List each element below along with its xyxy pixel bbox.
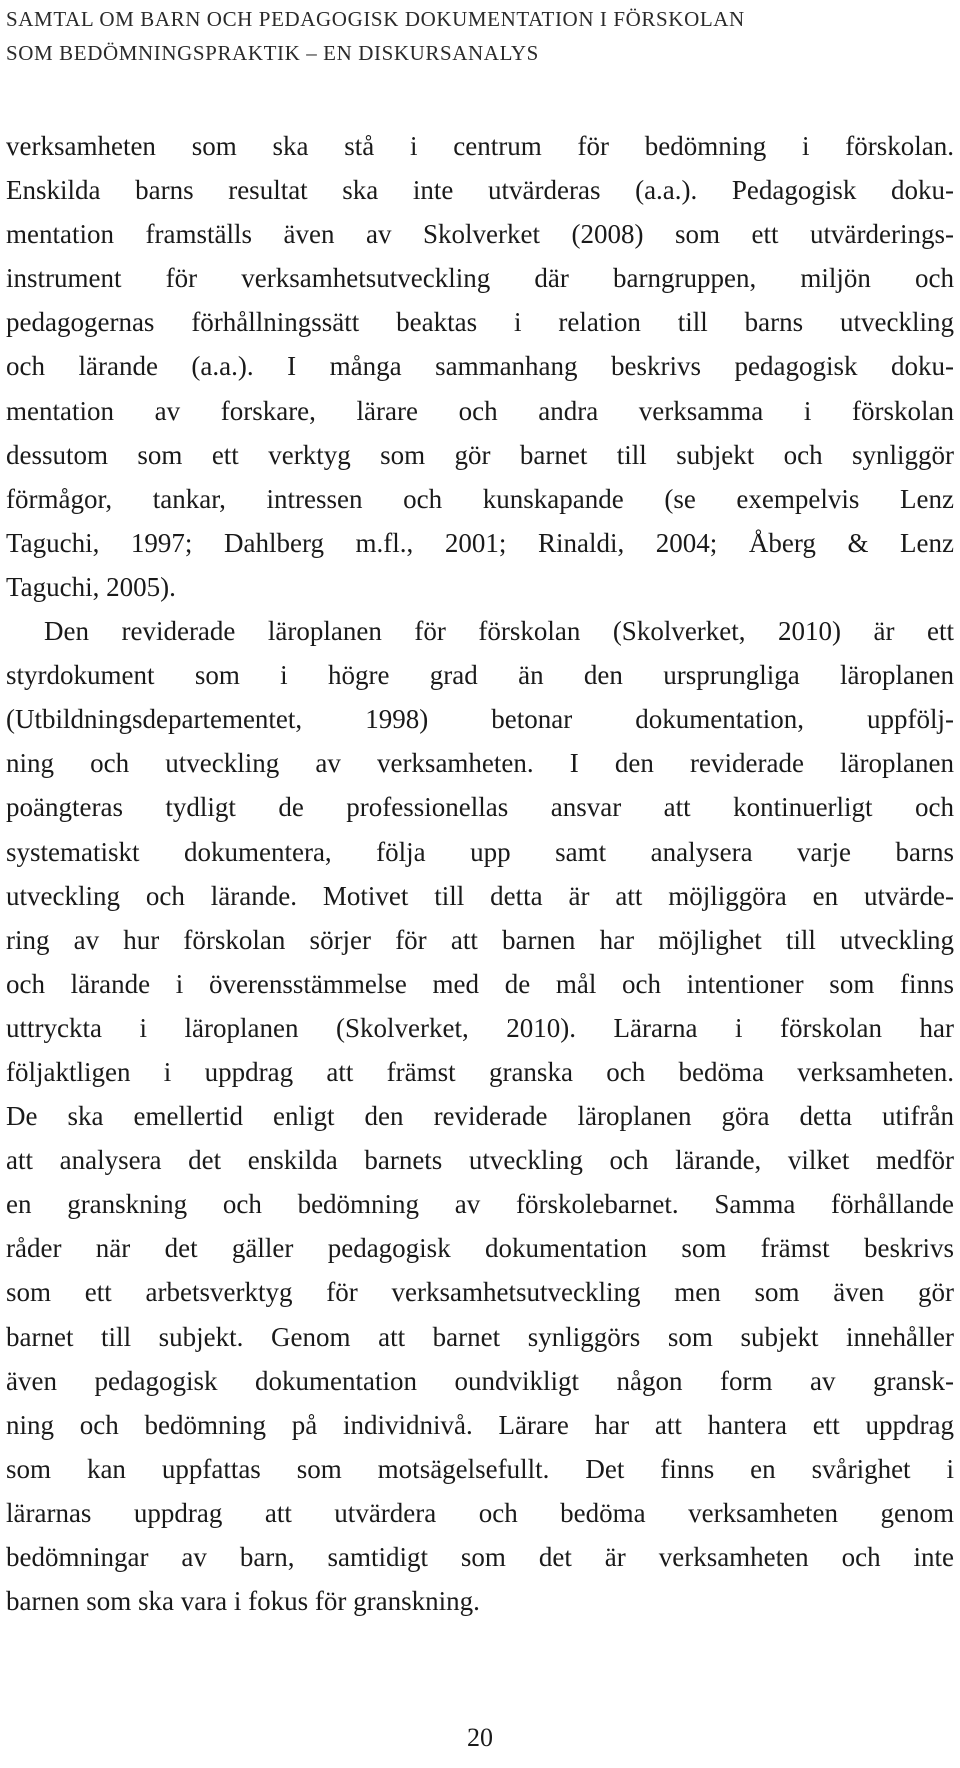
text-line: De ska emellertid enligt den reviderade läroplanen göra detta utifrån: [6, 1101, 954, 1132]
text-line: Enskilda barns resultat ska inte utvärderas (a.a.). Pedagogisk doku-: [6, 175, 954, 206]
text-line: mentation av forskare, lärare och andra verksamma i förskolan: [6, 395, 954, 426]
text-line: barnet till subjekt. Genom att barnet synliggörs som subjekt innehåller: [6, 1321, 954, 1352]
text-line: (Utbildningsdepartementet, 1998) betonar dokumentation, uppfölj-: [6, 704, 954, 735]
text-line: att analysera det enskilda barnets utveckling och lärande, vilket medför: [6, 1145, 954, 1176]
text-line: systematiskt dokumentera, följa upp samt analysera varje barns: [6, 836, 954, 867]
text-line: som ett arbetsverktyg för verksamhetsutveckling men som även gör: [6, 1277, 954, 1308]
text-line: förmågor, tankar, intressen och kunskapande (se exempelvis Lenz: [6, 483, 954, 514]
text-line: följaktligen i uppdrag att främst granska och bedöma verksamheten.: [6, 1056, 954, 1087]
text-line: som kan uppfattas som motsägelsefullt. Det finns en svårighet i: [6, 1453, 954, 1484]
text-line: och lärande i överensstämmelse med de mål och intentioner som finns: [6, 968, 954, 999]
text-line: mentation framställs även av Skolverket (2008) som ett utvärderings-: [6, 219, 954, 250]
text-line: ning och utveckling av verksamheten. I den reviderade läroplanen: [6, 748, 954, 779]
text-line: en granskning och bedömning av förskolebarnet. Samma förhållande: [6, 1189, 954, 1220]
text-line: Taguchi, 2005).: [6, 571, 176, 602]
text-line: lärarnas uppdrag att utvärdera och bedöma verksamheten genom: [6, 1497, 954, 1528]
text-line: Den reviderade läroplanen för förskolan (Skolverket, 2010) är ett: [44, 616, 954, 647]
page-number: 20: [467, 1723, 493, 1752]
header-title-line-1: SAMTAL OM BARN OCH PEDAGOGISK DOKUMENTATION I FÖRSKOLAN: [6, 7, 745, 31]
text-line: även pedagogisk dokumentation oundvikligt någon form av gransk-: [6, 1365, 954, 1396]
text-line: ning och bedömning på individnivå. Lärare har att hantera ett uppdrag: [6, 1409, 954, 1440]
body-text: [6, 124, 954, 1623]
running-header: [6, 2, 954, 70]
text-line: styrdokument som i högre grad än den ursprungliga läroplanen: [6, 660, 954, 691]
text-line: barnen som ska vara i fokus för granskning.: [6, 1586, 480, 1617]
header-title-line-2: SOM BEDÖMNINGSPRAKTIK – EN DISKURSANALYS: [6, 41, 539, 65]
text-line: bedömningar av barn, samtidigt som det är verksamheten och inte: [6, 1542, 954, 1572]
text-line: utveckling och lärande. Motivet till detta är att möjliggöra en utvärde-: [6, 880, 954, 911]
text-line: Taguchi, 1997; Dahlberg m.fl., 2001; Rinaldi, 2004; Åberg & Lenz: [6, 527, 954, 558]
text-line: uttryckta i läroplanen (Skolverket, 2010). Lärarna i förskolan har: [6, 1012, 954, 1043]
text-line: instrument för verksamhetsutveckling där barngruppen, miljön och: [6, 263, 954, 294]
text-line: verksamheten som ska stå i centrum för bedömning i förskolan.: [6, 131, 954, 161]
text-line: ring av hur förskolan sörjer för att barnen har möjlighet till utveckling: [6, 924, 954, 955]
text-line: poängteras tydligt de professionellas ansvar att kontinuerligt och: [6, 792, 954, 823]
text-line: pedagogernas förhållningssätt beaktas i relation till barns utveckling: [6, 307, 954, 338]
text-line: dessutom som ett verktyg som gör barnet till subjekt och synliggör: [6, 439, 954, 470]
text-line: och lärande (a.a.). I många sammanhang beskrivs pedagogisk doku-: [6, 351, 954, 382]
text-line: råder när det gäller pedagogisk dokumentation som främst beskrivs: [6, 1233, 954, 1264]
